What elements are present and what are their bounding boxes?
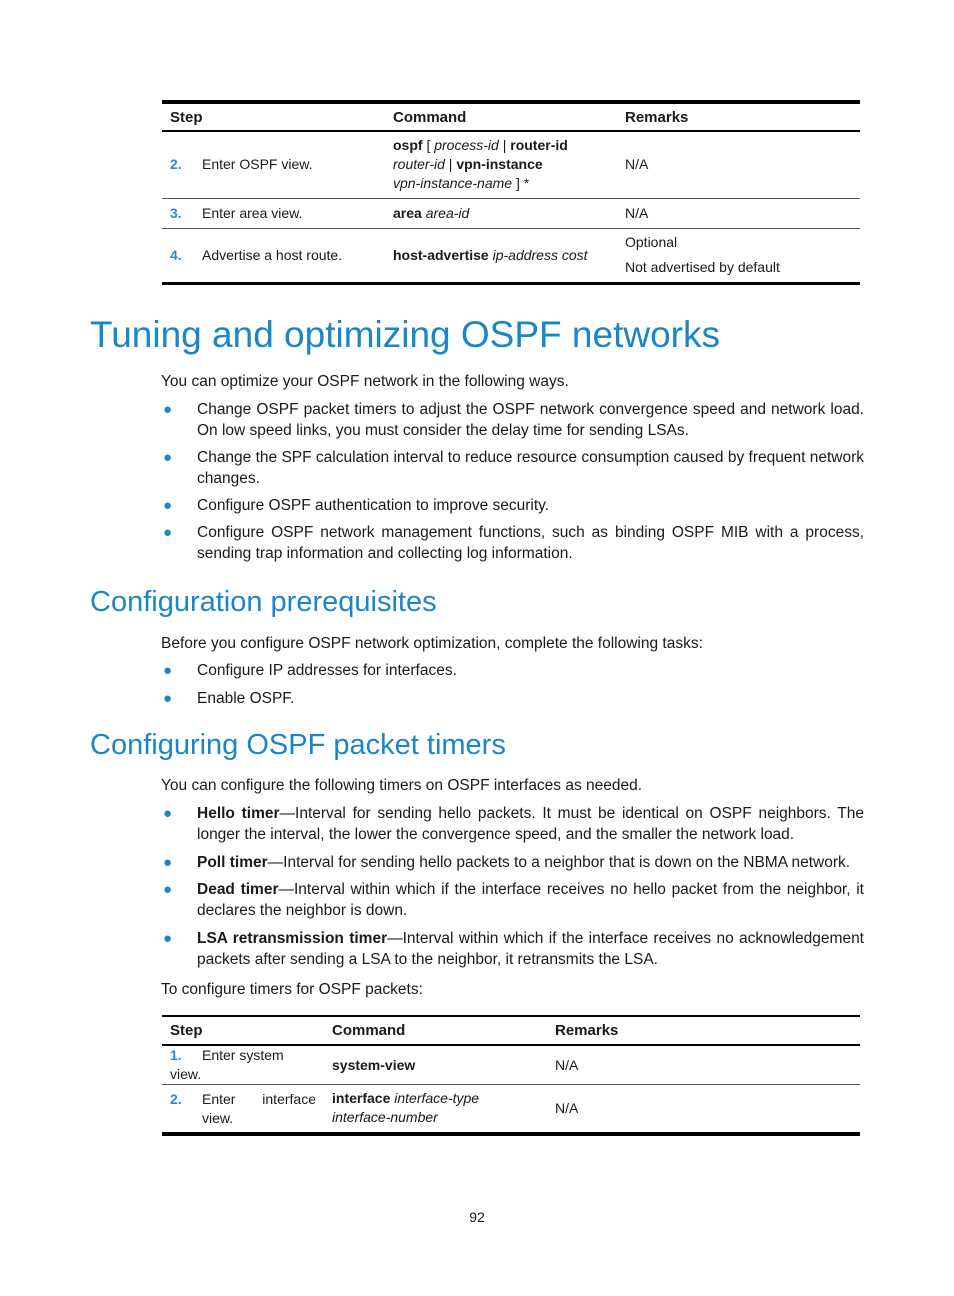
list-item: ● Hello timer—Interval for sending hello packets. It must be identical on OSPF neighbors. The longer the interval, the lower the convergence speed, and the smaller the network load. bbox=[163, 805, 864, 843]
step-number: 1. bbox=[170, 1047, 182, 1063]
page-number: 92 bbox=[469, 1209, 485, 1225]
term: LSA retransmission timer bbox=[197, 930, 388, 947]
column-header-remarks: Remarks bbox=[625, 108, 689, 126]
remarks-cell bbox=[617, 228, 860, 283]
table-row bbox=[162, 1085, 860, 1134]
step-text: Enter system view. bbox=[170, 1047, 284, 1082]
section-intro: You can optimize your OSPF network in the following ways. bbox=[161, 373, 569, 390]
step-number: 2. bbox=[170, 1091, 182, 1107]
bullet-icon: ● bbox=[163, 854, 173, 871]
step-cell bbox=[162, 1045, 324, 1085]
section-intro: Before you configure OSPF network optimization, complete the following tasks: bbox=[161, 635, 703, 652]
step-text: Advertise a host route. bbox=[202, 246, 343, 263]
section-outro: To configure timers for OSPF packets: bbox=[161, 981, 423, 998]
column-header-step: Step bbox=[170, 1022, 203, 1039]
command-cell: ospf [ process-id | router-id router-id | vpn-instance vpn-instance-name ] * bbox=[393, 137, 568, 192]
bullet-icon: ● bbox=[163, 497, 173, 514]
bullet-list bbox=[161, 660, 864, 709]
bullet-icon: ● bbox=[163, 805, 173, 822]
timer-config-table bbox=[162, 1015, 860, 1136]
table-row bbox=[162, 228, 860, 283]
bullet-icon: ● bbox=[163, 524, 173, 541]
bullet-icon: ● bbox=[163, 930, 173, 947]
bullet-list bbox=[161, 399, 864, 564]
term: Hello timer bbox=[197, 805, 280, 822]
list-item: ● Enable OSPF. bbox=[163, 690, 295, 707]
list-item: ● Change the SPF calculation interval to reduce resource consumption caused by frequent network changes. bbox=[163, 449, 864, 487]
section-heading: Configuring OSPF packet timers bbox=[90, 729, 506, 761]
table-header-row bbox=[162, 1016, 860, 1045]
list-item: ● Change OSPF packet timers to adjust the OSPF network convergence speed and network load. On low speed links, you must consider the delay time for sending LSAs. bbox=[163, 401, 864, 439]
table-header-row bbox=[162, 102, 860, 131]
bullet-icon: ● bbox=[163, 662, 173, 679]
bullet-icon: ● bbox=[163, 401, 173, 418]
list-item: ● Configure OSPF authentication to improve security. bbox=[163, 497, 550, 514]
list-item: ● LSA retransmission timer—Interval within which if the interface receives no acknowledgement packets after sending a LSA to the neighbor, it retransmits the LSA. bbox=[163, 930, 864, 968]
command-cell: interface interface-type interface-number bbox=[332, 1090, 480, 1126]
step-number: 2. bbox=[170, 156, 182, 173]
step-text: Enter interface view. bbox=[202, 1091, 316, 1126]
list-item: ● Configure IP addresses for interfaces. bbox=[163, 662, 457, 679]
section-intro: You can configure the following timers on OSPF interfaces as needed. bbox=[161, 777, 643, 794]
remarks-cell: N/A bbox=[625, 204, 649, 221]
list-item: ● Configure OSPF network management functions, such as binding OSPF MIB with a process, sending trap information and collecting log information. bbox=[163, 524, 864, 562]
remarks-cell: N/A bbox=[555, 1099, 579, 1116]
column-header-remarks: Remarks bbox=[555, 1022, 619, 1039]
bullet-icon: ● bbox=[163, 881, 173, 898]
step-cell bbox=[162, 228, 385, 283]
step-text: Enter OSPF view. bbox=[202, 156, 313, 173]
table-row bbox=[162, 131, 860, 198]
column-header-command: Command bbox=[393, 108, 467, 126]
bullet-icon: ● bbox=[163, 449, 173, 466]
command-cell: area area-id bbox=[393, 204, 470, 221]
remarks-cell: N/A bbox=[555, 1056, 579, 1073]
command-cell: host-advertise ip-address cost bbox=[393, 246, 588, 263]
table-row bbox=[162, 1045, 860, 1085]
step-number: 3. bbox=[170, 204, 182, 221]
section-heading: Configuration prerequisites bbox=[90, 586, 437, 618]
table-row bbox=[162, 198, 860, 228]
remarks-line: Not advertised by default bbox=[625, 259, 780, 275]
step-number: 4. bbox=[170, 246, 182, 263]
bullet-list bbox=[161, 803, 864, 970]
term: Poll timer bbox=[197, 854, 268, 871]
list-item: ● Poll timer—Interval for sending hello packets to a neighbor that is down on the NBMA network. bbox=[163, 854, 851, 871]
section-heading: Tuning and optimizing OSPF networks bbox=[90, 314, 720, 355]
term: Dead timer bbox=[197, 881, 279, 898]
step-cell bbox=[162, 198, 385, 228]
remarks-line: Optional bbox=[625, 234, 678, 250]
bullet-icon: ● bbox=[163, 690, 173, 707]
ospf-config-table bbox=[162, 100, 860, 285]
step-cell bbox=[162, 131, 385, 198]
list-item: ● Dead timer—Interval within which if the interface receives no hello packet from the neighbor, it declares the neighbor is down. bbox=[163, 881, 864, 919]
step-cell bbox=[162, 1085, 324, 1134]
command-cell: system-view bbox=[332, 1056, 416, 1073]
column-header-step: Step bbox=[170, 108, 203, 126]
remarks-cell: N/A bbox=[625, 156, 649, 173]
column-header-command: Command bbox=[332, 1022, 406, 1039]
step-text: Enter area view. bbox=[202, 204, 303, 221]
